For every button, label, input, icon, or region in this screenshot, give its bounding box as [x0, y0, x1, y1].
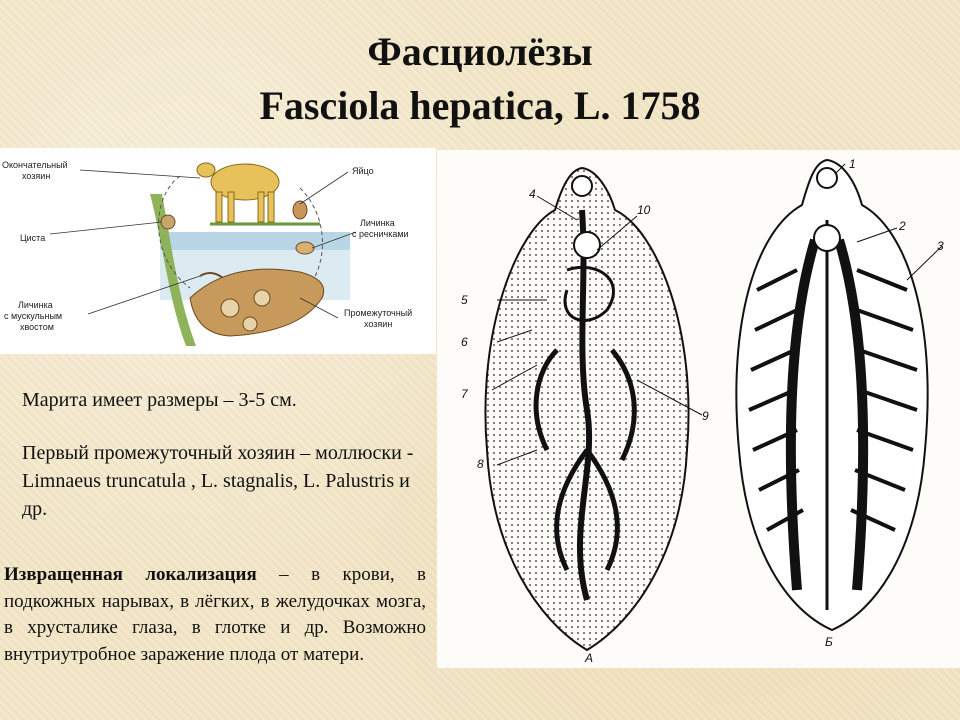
life-cycle-diagram [0, 148, 436, 354]
label-1: 1 [849, 157, 856, 171]
page-subtitle: Fasciola hepatica, L. 1758 [259, 83, 701, 128]
figure-b-label: Б [825, 635, 833, 649]
label-definitive-host: Окончательный [2, 160, 68, 170]
label-intermediate-host-1: Промежуточный [344, 308, 413, 318]
perverted-localization-description: – в крови, в подкожных нарывах, в лёгких, в желудочках мозга, в хрусталике глаза, в глотке и др. Возможно внутриутробное заражение плода от матери. [4, 564, 427, 665]
label-10: 10 [637, 203, 651, 217]
intermediate-host-text: Первый промежуточный хозяин – моллюски - Limnaeus truncatula , L. stagnalis, L. Palustris и др. [22, 442, 414, 520]
cow-icon [197, 163, 279, 222]
label-6: 6 [461, 335, 468, 349]
label-miracidium-1: Личинка [360, 218, 395, 228]
label-5: 5 [461, 293, 468, 307]
cyst-icon [161, 215, 175, 229]
perverted-localization-text [4, 562, 426, 668]
size-text: Марита имеет размеры – 3-5 см. [22, 389, 297, 411]
fluke-anatomy-illustration [437, 150, 960, 668]
figure-a-label: А [585, 651, 594, 665]
life-cycle-illustration [0, 148, 436, 354]
label-cercaria-3: хвостом [20, 322, 54, 332]
ventral-sucker [574, 232, 600, 258]
ventral-sucker-b [814, 225, 840, 251]
label-miracidium-2: с ресничками [352, 229, 409, 239]
label-7: 7 [461, 387, 468, 401]
fluke-a-body [485, 168, 688, 650]
perverted-localization-term: Извращенная локализация [4, 564, 257, 585]
label-egg: Яйцо [352, 166, 374, 176]
label-2: 2 [899, 219, 906, 233]
label-4: 4 [529, 187, 536, 201]
label-cyst: Циста [20, 233, 46, 243]
fluke-anatomy-diagram [437, 150, 960, 668]
label-cercaria-1: Личинка [18, 300, 53, 310]
oral-sucker [572, 176, 592, 196]
label-intermediate-host-2: хозяин [364, 319, 393, 329]
label-3: 3 [937, 239, 944, 253]
oral-sucker-b [817, 168, 837, 188]
water-surface [160, 232, 350, 250]
label-definitive-host-2: хозяин [22, 171, 51, 181]
label-cercaria-2: с мускульным [4, 311, 63, 321]
page-title: Фасциолёзы [367, 29, 593, 74]
label-8: 8 [477, 457, 484, 471]
label-9: 9 [702, 409, 709, 423]
miracidium-icon [296, 242, 314, 254]
